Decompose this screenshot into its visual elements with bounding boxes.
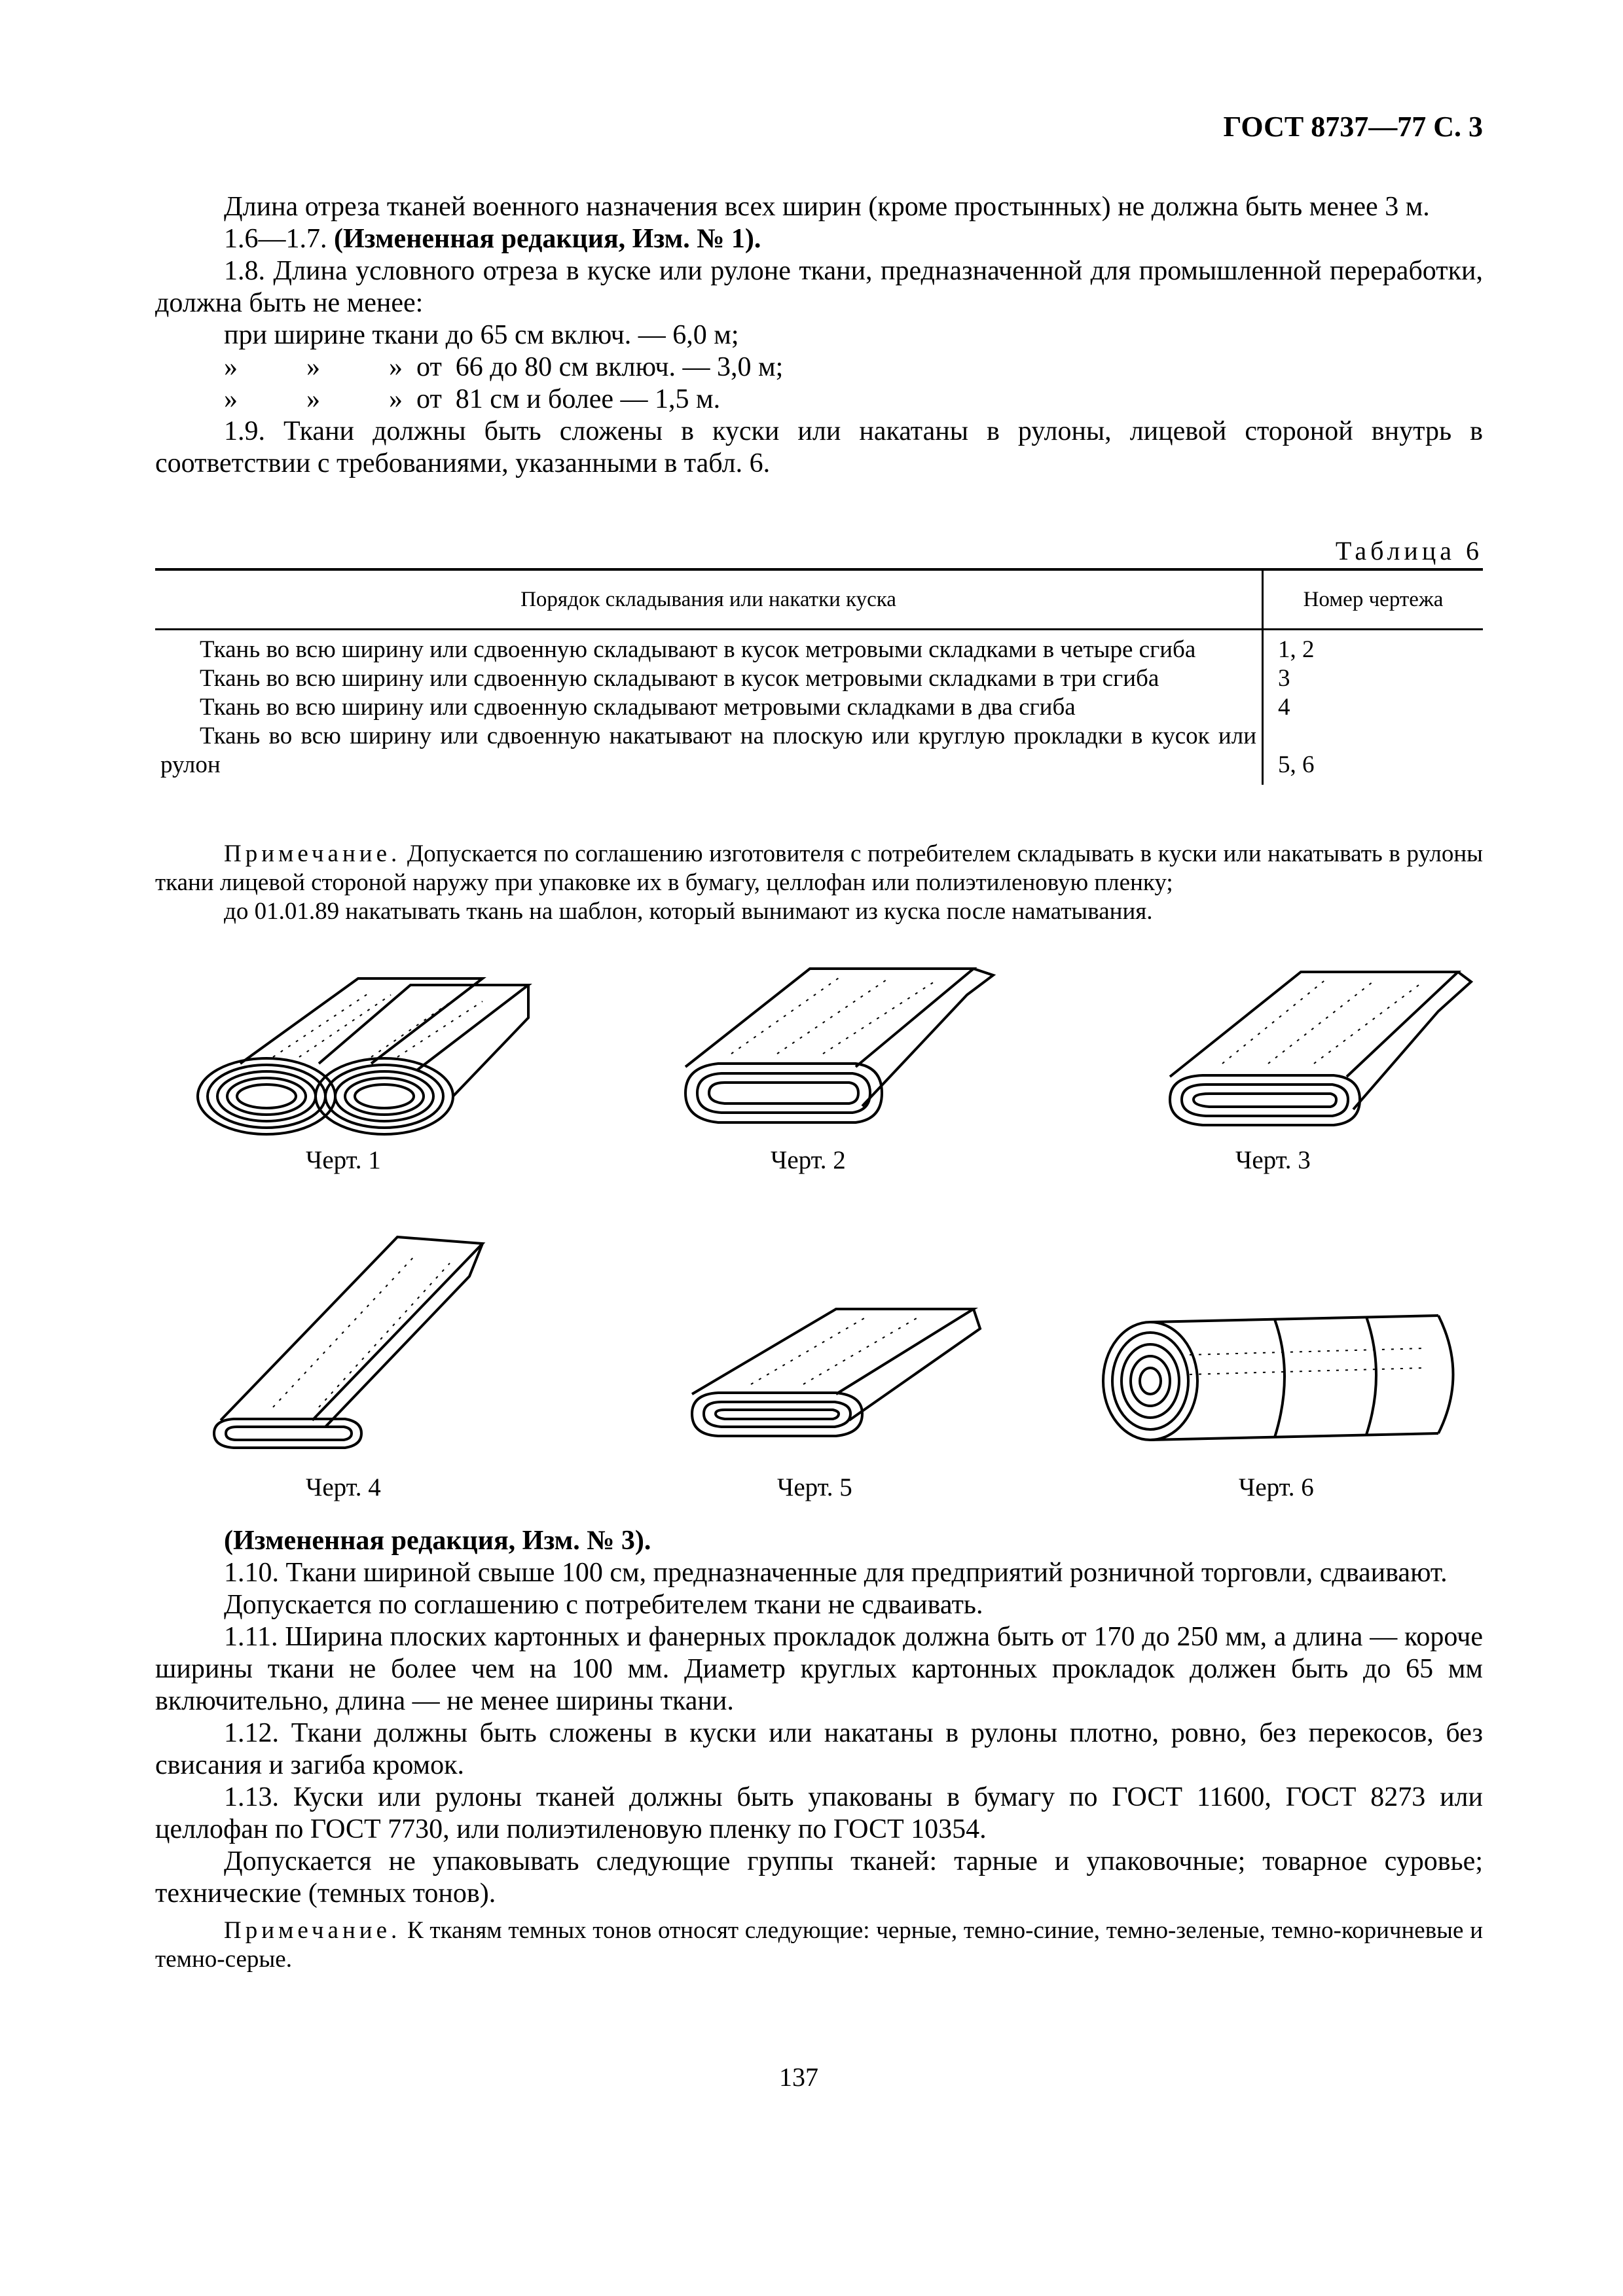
paragraph-1-13: 1.13. Куски или рулоны тканей должны быть упакованы в бумагу по ГОСТ 11600, ГОСТ 8273 или целлофан по ГОСТ 7730, или полиэтиленовую пленку по ГОСТ 10354. <box>155 1782 1483 1844</box>
fig-1-caption: Черт. 1 <box>306 1146 381 1174</box>
table-row: Ткань во всю ширину или сдвоенную накатывают на плоскую или круглую прокладки в кусок или рулон 5, 6 <box>155 722 1483 785</box>
width-line-3: » » » от 81 см и более — 1,5 м. <box>224 384 721 414</box>
table-header-order: Порядок складывания или накатки куска <box>155 569 1263 630</box>
bottom-text-block <box>155 1525 1483 1974</box>
fig-4-caption: Черт. 4 <box>306 1473 381 1501</box>
figures-area <box>155 929 1483 1518</box>
table-6 <box>155 568 1483 785</box>
paragraph-1-8: 1.8. Длина условного отреза в куске или рулоне ткани, предназначенной для промышленной переработки, должна быть не менее: <box>155 256 1483 318</box>
amendment-note-1: (Измененная редакция, Изм. № 1). <box>334 224 761 254</box>
fig-6-caption: Черт. 6 <box>1239 1473 1314 1501</box>
table-header-drawing-number: Номер чертежа <box>1263 569 1484 630</box>
paragraph-1-11: 1.11. Ширина плоских картонных и фанерных прокладок должна быть от 170 до 250 мм, а длина — короче ширины ткани не более чем на 100 мм. Диаметр круглых картонных прокладок должен быть до 65 мм включительно, длина — не менее ширины ткани. <box>155 1622 1483 1716</box>
width-line-2: » » » от 66 до 80 см включ. — 3,0 м; <box>224 352 784 382</box>
width-line-1: при ширине ткани до 65 см включ. — 6,0 м; <box>224 320 739 350</box>
paragraph-1-9: 1.9. Ткани должны быть сложены в куски или накатаны в рулоны, лицевой стороной внутрь в соответствии с требованиями, указанными в табл. 6. <box>155 416 1483 478</box>
paragraph-no-packing: Допускается не упаковывать следующие группы тканей: тарные и упаковочные; товарное суровье; технические (темных тонов). <box>155 1846 1483 1909</box>
page-number: 137 <box>779 2062 818 2092</box>
fig-2-caption: Черт. 2 <box>771 1146 846 1174</box>
fig-1-drawing <box>194 965 535 1142</box>
top-text-block <box>155 191 1483 480</box>
fig-6-drawing <box>1098 1302 1478 1453</box>
fig-4-drawing <box>194 1224 535 1460</box>
note-2: Примечание. К тканям темных тонов относят следующие: черные, темно-синие, темно-зеленые, темно-коричневые и темно-серые. <box>155 1917 1484 1973</box>
page-header: ГОСТ 8737—77 С. 3 <box>1223 111 1483 143</box>
paragraph-1-10: 1.10. Ткани шириной свыше 100 см, предназначенные для предприятий розничной торговли, сдваивают. <box>224 1558 1448 1588</box>
amendment-note-3: (Измененная редакция, Изм. № 3). <box>224 1526 651 1556</box>
fig-5-caption: Черт. 5 <box>777 1473 852 1501</box>
fig-2-drawing <box>659 956 1000 1145</box>
table-row: Ткань во всю ширину или сдвоенную складывают метровыми складками в два сгиба 4 <box>155 693 1483 722</box>
fig-3-drawing <box>1150 959 1478 1142</box>
fig-5-drawing <box>672 1296 1013 1460</box>
paragraph-1-12: 1.12. Ткани должны быть сложены в куски или накатаны в рулоны плотно, ровно, без перекосов, без свисания и загиба кромок. <box>155 1718 1483 1780</box>
paragraph-no-doubling: Допускается по соглашению с потребителем ткани не сдваивать. <box>224 1590 983 1620</box>
note-label: Примечание. <box>224 840 401 867</box>
note-1: Примечание. Допускается по соглашению изготовителя с потребителем складывать в куски или накатывать в рулоны ткани лицевой стороной наружу при упаковке их в бумагу, целлофан или полиэтиленовую пленку; до 01.01.89 накатывать ткань на шаблон, который вынимают из куска после наматывания. <box>155 840 1484 925</box>
paragraph-1-6-1-7: 1.6—1.7. (Измененная редакция, Изм. № 1). <box>224 224 761 254</box>
fig-3-caption: Черт. 3 <box>1235 1146 1311 1174</box>
table-row: Ткань во всю ширину или сдвоенную складывают в кусок метровыми складками в три сгиба 3 <box>155 664 1483 693</box>
table-row: Ткань во всю ширину или сдвоенную складывают в кусок метровыми складками в четыре сгиба 1, 2 <box>155 630 1483 665</box>
table-caption: Таблица 6 <box>1335 536 1483 565</box>
paragraph-military-length: Длина отреза тканей военного назначения всех ширин (кроме простынных) не должна быть менее 3 м. <box>224 192 1430 222</box>
note-label: Примечание. <box>224 1917 401 1944</box>
